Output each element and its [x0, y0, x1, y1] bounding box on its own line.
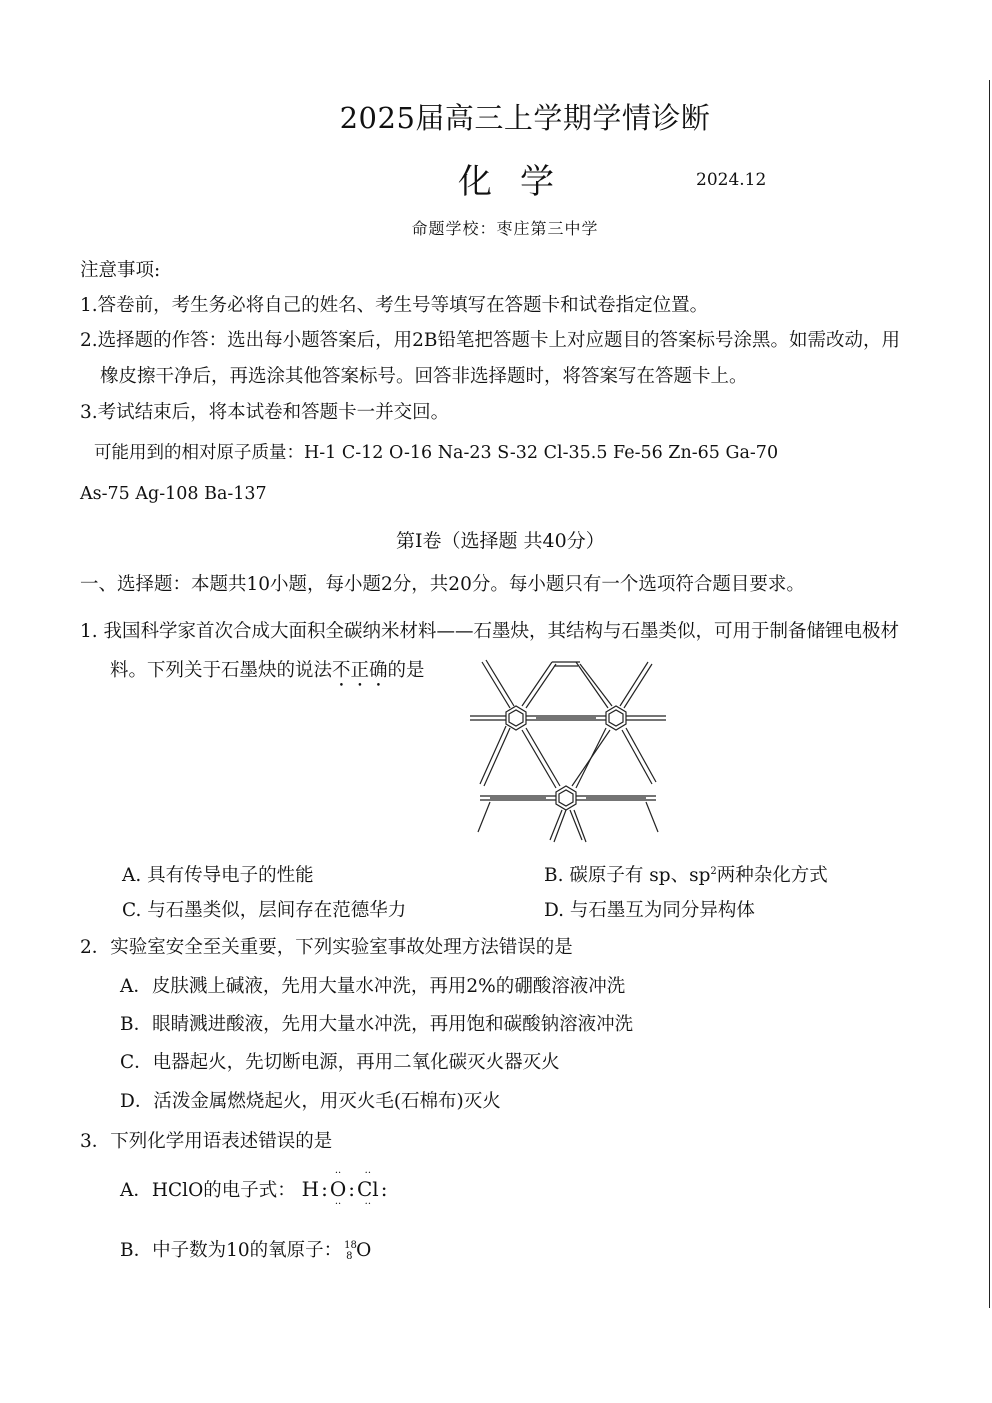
q2-stem: 2．实验室安全至关重要，下列实验室事故处理方法错误的是 — [80, 937, 573, 958]
lewis-o: O — [329, 1177, 347, 1201]
q3-option-a — [120, 1168, 389, 1210]
q2-option-a: A．皮肤溅上碱液，先用大量水冲洗，再用2%的硼酸溶液冲洗 — [120, 976, 626, 997]
q1-stem-line-2 — [110, 656, 425, 691]
q1-stem-text: 料。下列关于石墨炔的说法 — [110, 660, 333, 681]
school-line: 命题学校：枣庄第三中学 — [411, 219, 599, 238]
isotope-symbol: O — [356, 1240, 372, 1261]
q1-emphasis-text: 不正确 — [332, 660, 388, 681]
q3-option-a-label: A．HClO的电子式： — [120, 1180, 296, 1201]
q3-option-b — [120, 1236, 371, 1262]
isotope-atomic-number: 8 — [346, 1251, 353, 1262]
note-item-1: 1.答卷前，考生务必将自己的姓名、考生号等填写在答题卡和试卷指定位置。 — [80, 295, 709, 316]
section-instructions: 一、选择题：本题共10小题，每小题2分，共20分。每小题只有一个选项符合题目要求。 — [80, 574, 805, 595]
q1-option-c: C. 与石墨类似，层间存在范德华力 — [122, 900, 407, 921]
note-item-2-cont: 橡皮擦干净后，再选涂其他答案标号。回答非选择题时，将答案写在答题卡上。 — [100, 366, 748, 387]
note-item-2: 2.选择题的作答：选出每小题答案后，用2B铅笔把答题卡上对应题目的答案标号涂黑。如需改动，用 — [80, 330, 901, 351]
section-title: 第Ⅰ卷（选择题 共40分） — [396, 530, 605, 552]
q3-stem: 3．下列化学用语表述错误的是 — [80, 1131, 333, 1152]
lewis-cl: Cl — [356, 1177, 379, 1201]
q1-stem-end: 的是 — [387, 660, 425, 681]
atomic-mass-line-1: 可能用到的相对原子质量：H-1 C-12 O-16 Na-23 S-32 Cl-35.5 Fe-56 Zn-65 Ga-70 — [94, 443, 779, 463]
notes-heading: 注意事项: — [80, 260, 161, 281]
q1-option-b-text: B. 碳原子有 sp、sp — [544, 865, 711, 886]
q1-option-a: A. 具有传导电子的性能 — [122, 865, 314, 886]
oxygen-isotope-notation — [342, 1240, 356, 1262]
lewis-h: H — [301, 1177, 320, 1201]
isotope-mass-number: 18 — [344, 1240, 357, 1251]
q1-option-b-superscript: 2 — [710, 865, 717, 877]
q2-option-c: C．电器起火，先切断电源，再用二氧化碳灭火器灭火 — [120, 1052, 560, 1073]
q3-option-b-label: B．中子数为10的氧原子： — [120, 1240, 343, 1261]
page-border-line — [989, 80, 990, 1308]
note-item-3: 3.考试结束后，将本试卷和答题卡一并交回。 — [80, 402, 450, 423]
hclo-electron-formula: H : ·· O ·· : ·· Cl ·· : — [301, 1168, 388, 1210]
q1-stem-line-1: 1. 我国科学家首次合成大面积全碳纳米材料——石墨炔，其结构与石墨类似，可用于制备储锂电极材 — [80, 621, 900, 642]
q2-option-d: D．活泼金属燃烧起火，用灭火毛(石棉布)灭火 — [120, 1091, 501, 1112]
q1-option-d: D. 与石墨互为同分异构体 — [544, 900, 755, 921]
exam-date: 2024.12 — [696, 170, 767, 190]
q1-option-b — [544, 861, 828, 887]
subject-title: 化学 — [458, 162, 582, 202]
q2-option-b: B．眼睛溅进酸液，先用大量水冲洗，再用饱和碳酸钠溶液冲洗 — [120, 1014, 634, 1035]
exam-title: 2025届高三上学期学情诊断 — [339, 101, 711, 135]
q1-option-b-text-end: 两种杂化方式 — [716, 865, 828, 886]
atomic-mass-line-2: As-75 Ag-108 Ba-137 — [80, 484, 267, 504]
graphdiyne-structure-figure — [466, 656, 672, 846]
